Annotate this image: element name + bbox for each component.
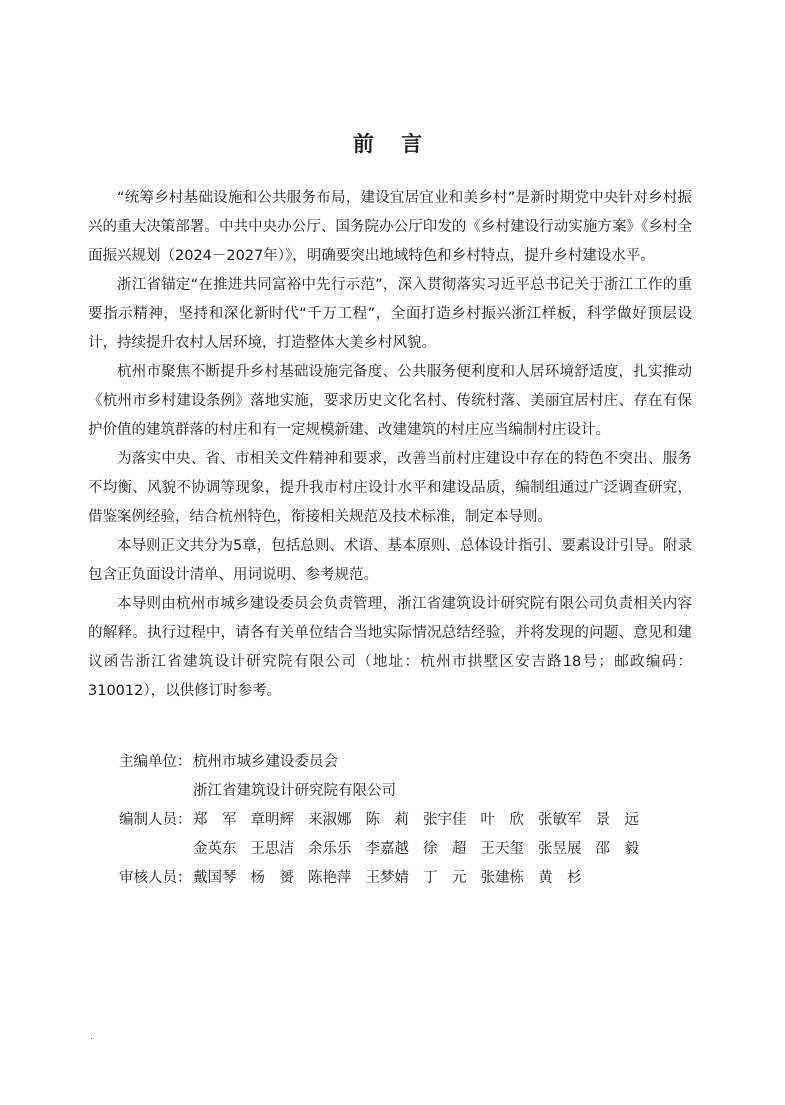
- compiler-name: 邵 毅: [595, 841, 639, 857]
- compiler-name: 张宇佳: [423, 812, 467, 828]
- editors-label: 主编单位：: [119, 754, 192, 770]
- preface-body: [88, 184, 692, 706]
- page-mark: .: [90, 1032, 93, 1042]
- editors-row-2: [119, 777, 653, 806]
- reviewer-name: 王梦婧: [365, 870, 409, 886]
- reviewers-row: [119, 864, 653, 893]
- page-title: 前 言: [352, 132, 433, 156]
- paragraph: 浙江省锚定“在推进共同富裕中先行示范”，深入贯彻落实习近平总书记关于浙江工作的重要指示精神，坚持和深化新时代“千万工程”，全面打造乡村振兴浙江样板，科学做好顶层设计，持续提升农村人居环境，打造整体大美乡村风貌。: [88, 277, 692, 351]
- compiler-name: 章明辉: [250, 812, 294, 828]
- editor-unit: 浙江省建筑设计研究院有限公司: [193, 783, 396, 799]
- editors-row: [119, 748, 653, 777]
- compiler-name: 景 远: [595, 812, 639, 828]
- compiler-name: 余乐乐: [308, 841, 352, 857]
- paragraph: 本导则正文共分为5章，包括总则、术语、基本原则、总体设计指引、要素设计引导。附录包含正负面设计清单、用词说明、参考规范。: [88, 538, 692, 583]
- compiler-name: 来淑娜: [308, 812, 352, 828]
- reviewer-name: 张建栋: [480, 870, 524, 886]
- reviewer-name: 戴国琴: [193, 870, 237, 886]
- compiler-name: 王思洁: [250, 841, 294, 857]
- reviewers-label: 审核人员：: [119, 870, 192, 886]
- compilers-row-2: [119, 835, 653, 864]
- compilers-label: 编制人员：: [119, 812, 192, 828]
- reviewer-name: 陈艳萍: [308, 870, 352, 886]
- reviewer-name: 黄 杉: [538, 870, 582, 886]
- compiler-name: 陈 莉: [365, 812, 409, 828]
- compiler-name: 张昱展: [538, 841, 582, 857]
- paragraph: 为落实中央、省、市相关文件精神和要求，改善当前村庄建设中存在的特色不突出、服务不均衡、风貌不协调等现象，提升我市村庄设计水平和建设品质，编制组通过广泛调查研究，借鉴案例经验，结合杭州特色，衔接相关规范及技术标准，制定本导则。: [88, 451, 692, 525]
- compiler-name: 徐 超: [423, 841, 467, 857]
- reviewer-name: 丁 元: [423, 870, 467, 886]
- compiler-name: 郑 军: [193, 812, 237, 828]
- compilers-row: [119, 806, 653, 835]
- compiler-name: 张敏军: [538, 812, 582, 828]
- compiler-name: 金英东: [193, 841, 237, 857]
- reviewer-name: 杨 赟: [250, 870, 294, 886]
- paragraph: 本导则由杭州市城乡建设委员会负责管理，浙江省建筑设计研究院有限公司负责相关内容的解释。执行过程中，请各有关单位结合当地实际情况总结经验，并将发现的问题、意见和建议函告浙江省建筑设计研究院有限公司（地址：杭州市拱墅区安吉路18号；邮政编码：310012），以供修订时参考。: [88, 596, 692, 699]
- paragraph: 杭州市聚焦不断提升乡村基础设施完备度、公共服务便利度和人居环境舒适度，扎实推动《杭州市乡村建设条例》落地实施，要求历史文化名村、传统村落、美丽宜居村庄、存在有保护价值的建筑群落的村庄和有一定规模新建、改建建筑的村庄应当编制村庄设计。: [88, 364, 692, 438]
- credits-block: [119, 748, 653, 893]
- editor-unit: 杭州市城乡建设委员会: [193, 754, 338, 770]
- compiler-name: 李嘉越: [365, 841, 409, 857]
- compiler-name: 叶 欣: [480, 812, 524, 828]
- paragraph: “统筹乡村基础设施和公共服务布局，建设宜居宜业和美乡村”是新时期党中央针对乡村振兴的重大决策部署。中共中央办公厅、国务院办公厅印发的《乡村建设行动实施方案》《乡村全面振兴规划（2024－2027年）》，明确要突出地域特色和乡村特点，提升乡村建设水平。: [88, 190, 692, 264]
- compiler-name: 王天玺: [480, 841, 524, 857]
